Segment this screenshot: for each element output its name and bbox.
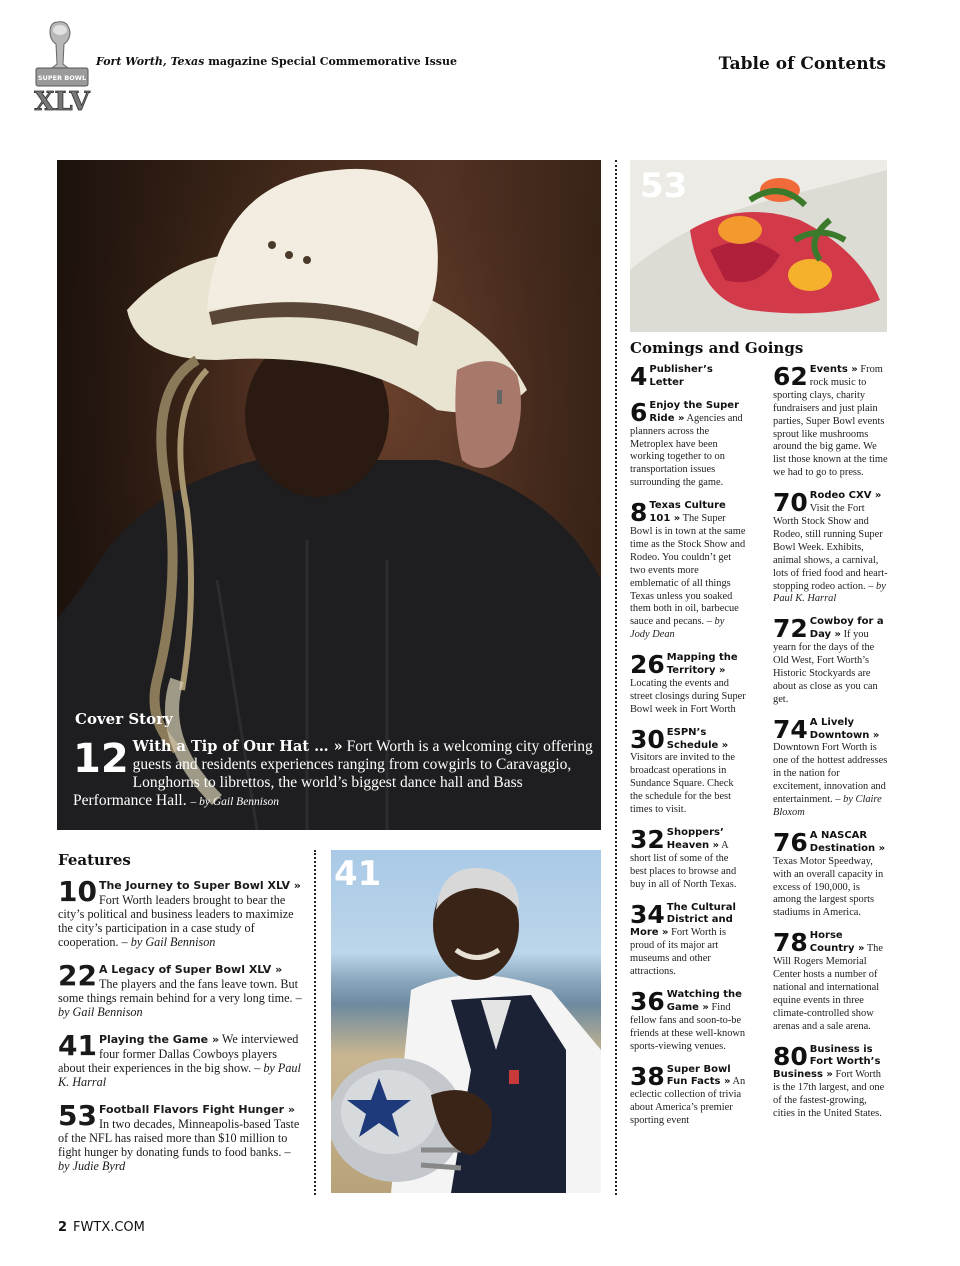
item-title: Publisher’s Letter bbox=[649, 364, 713, 388]
item-page-number: 38 bbox=[630, 1061, 665, 1091]
feature-page-number: 10 bbox=[58, 875, 97, 908]
column-divider bbox=[615, 160, 617, 1195]
item-text: A short list of some of the best places to browse and buy in all of North Texas. bbox=[630, 839, 737, 890]
features-list bbox=[58, 875, 303, 1186]
page-number: 2 bbox=[58, 1220, 68, 1235]
food-photo-page-number: 53 bbox=[640, 166, 688, 206]
item-text: Locating the events and street closings during Super Bowl week in Fort Worth bbox=[630, 677, 746, 715]
item-page-number: 36 bbox=[630, 986, 665, 1016]
page-title: Table of Contents bbox=[718, 54, 886, 74]
item-page-number: 32 bbox=[630, 825, 665, 854]
feature-title: A Legacy of Super Bowl XLV » bbox=[98, 963, 283, 976]
item-title: Cowboy for a Day » bbox=[809, 616, 884, 641]
item-text: If you yearn for the days of the Old West, Fort Worth’s Historic Stockyards are about as close as you can get. bbox=[773, 629, 878, 705]
feature-title: Playing the Game » bbox=[98, 1033, 220, 1046]
item-title: Texas Culture 101 » bbox=[649, 500, 726, 525]
item-text: Visitors are invited to the broadcast operations in Sundance Square. Check the schedule for the best times to visit. bbox=[630, 752, 735, 816]
item-page-number: 6 bbox=[630, 397, 648, 427]
item-page-number: 74 bbox=[773, 714, 808, 744]
item-text: Find fellow fans and soon-to-be friends at these well-known sports-viewing venues. bbox=[630, 1001, 746, 1052]
feature-byline: – by Judie Byrd bbox=[58, 1145, 291, 1173]
feature-item[interactable] bbox=[58, 875, 303, 949]
logo-text-top: SUPER BOWL bbox=[37, 74, 87, 82]
feature-title: Football Flavors Fight Hunger » bbox=[98, 1103, 295, 1116]
item-title: A NASCAR Destination » bbox=[809, 829, 886, 854]
item-title: Business is Fort Worth’s Business » bbox=[773, 1043, 881, 1081]
column-divider bbox=[314, 850, 316, 1195]
feature-byline: – by Gail Bennison bbox=[121, 935, 216, 949]
comings-list-left bbox=[630, 364, 746, 1138]
player-photo-page-number: 41 bbox=[334, 854, 382, 894]
item-page-number: 76 bbox=[773, 827, 808, 857]
item-text: The Super Bowl is in town at the same time as the Stock Show and Rodeo. You couldn’t get two events more emblematic of all things Texas unless you soaked them both in oil, barbecue sauce and pecans. bbox=[630, 513, 746, 628]
tagline-rest: magazine Special Commemorative Issue bbox=[204, 55, 457, 68]
cowboys-player-photo[interactable] bbox=[331, 850, 601, 1193]
comings-item[interactable] bbox=[630, 1061, 746, 1129]
comings-item[interactable] bbox=[630, 364, 746, 390]
comings-item[interactable] bbox=[773, 714, 889, 820]
comings-item[interactable] bbox=[773, 616, 889, 706]
comings-list-right bbox=[773, 364, 889, 1131]
player-with-helmet-illustration bbox=[331, 850, 601, 1193]
item-page-number: 78 bbox=[773, 928, 808, 958]
feature-byline: – by Gail Bennison bbox=[58, 991, 302, 1019]
cover-story-entry[interactable] bbox=[73, 738, 593, 811]
item-title: Shoppers’ Heaven » bbox=[666, 827, 724, 851]
cover-story-byline: – by Gail Bennison bbox=[190, 796, 279, 808]
item-title: Horse Country » bbox=[809, 930, 865, 955]
comings-item[interactable] bbox=[630, 724, 746, 817]
comings-item[interactable] bbox=[630, 986, 746, 1054]
item-page-number: 72 bbox=[773, 614, 808, 644]
comings-item[interactable] bbox=[630, 500, 746, 642]
feature-byline: – by Paul K. Harral bbox=[58, 1061, 301, 1089]
item-text: Visit the Fort Worth Stock Show and Rodeo, still running Super Bowl Week. Exhibits, animal shows, a carnival, lots of fried food and heart-stopping rodeo action. bbox=[773, 503, 888, 592]
item-page-number: 30 bbox=[630, 724, 665, 754]
feature-item[interactable] bbox=[58, 1029, 303, 1089]
comings-item[interactable] bbox=[773, 930, 889, 1033]
feature-text: We interviewed four former Dallas Cowboys players about their experiences in the big show. bbox=[58, 1032, 299, 1075]
item-text: Downtown Fort Worth is one of the hottest addresses in the nation for excitement, innovation and entertainment. bbox=[773, 742, 888, 806]
page-footer bbox=[58, 1220, 145, 1235]
item-text: Agencies and planners across the Metroplex have been working together to on transportation issues surrounding the game. bbox=[630, 412, 743, 489]
tagline-city: Fort Worth, Texas bbox=[96, 55, 205, 68]
comings-item[interactable] bbox=[773, 827, 889, 920]
feature-text: Fort Worth leaders brought to bear the city’s political and business leaders to maximize the city’s participation in a case study of cooperation. bbox=[58, 893, 294, 949]
item-title: A Lively Downtown » bbox=[809, 716, 880, 741]
item-page-number: 70 bbox=[773, 488, 808, 518]
feature-text: In two decades, Minneapolis-based Taste of the NFL has raised more than $10 million to fight hunger by donating funds to food banks. bbox=[58, 1117, 300, 1159]
super-bowl-logo bbox=[24, 18, 100, 120]
feature-page-number: 41 bbox=[58, 1029, 97, 1062]
cover-story-label: Cover Story bbox=[75, 710, 173, 728]
cover-story-photo[interactable] bbox=[57, 160, 601, 830]
feature-page-number: 22 bbox=[58, 959, 97, 992]
cover-story-text: Fort Worth is a welcoming city offering guests and residents experiences ranging from cowgirls to Caravaggio, Longhorns to librettos, the world’s biggest dance hall and Bass Performance Hall. bbox=[73, 738, 593, 809]
comings-item[interactable] bbox=[773, 490, 889, 606]
item-title: The Cultural District and More » bbox=[630, 901, 736, 939]
item-text: Texas Motor Speedway, with an overall capacity in excess of 190,000, is among the largest sports stadiums in America. bbox=[773, 855, 884, 919]
feature-item[interactable] bbox=[58, 959, 303, 1019]
comings-item[interactable] bbox=[630, 827, 746, 892]
item-byline: – by Claire Bloxom bbox=[773, 794, 882, 818]
item-title: Watching the Game » bbox=[666, 988, 742, 1013]
comings-item[interactable] bbox=[773, 1041, 889, 1121]
item-text: Fort Worth is the 17th largest, and one of the fastest-growing, cities in the United States. bbox=[773, 1069, 885, 1120]
item-byline: – by Paul K. Harral bbox=[773, 580, 886, 605]
item-text: An eclectic collection of trivia about America’s premier sporting event bbox=[630, 1076, 746, 1127]
item-byline: – by Jody Dean bbox=[630, 616, 725, 641]
item-text: From rock music to sporting clays, charity fundraisers and just plain parties, Super Bowl events sprout like mushrooms around the big game. We list those known at the time we had to go to press. bbox=[773, 364, 888, 479]
item-text: The Will Rogers Memorial Center hosts a number of national and international equine events in three climate-controlled show arenas and a sale arena. bbox=[773, 943, 883, 1032]
item-title: ESPN’s Schedule » bbox=[666, 726, 729, 751]
item-page-number: 34 bbox=[630, 899, 665, 929]
features-heading: Features bbox=[58, 851, 131, 869]
item-title: Rodeo CXV » bbox=[809, 490, 882, 502]
item-page-number: 26 bbox=[630, 650, 665, 680]
item-page-number: 80 bbox=[773, 1041, 808, 1071]
item-text: Fort Worth is proud of its major art museums and other attractions. bbox=[630, 927, 727, 978]
feature-page-number: 53 bbox=[58, 1099, 97, 1132]
item-title: Enjoy the Super Ride » bbox=[649, 399, 740, 424]
feature-item[interactable] bbox=[58, 1099, 303, 1173]
item-title: Super Bowl Fun Facts » bbox=[666, 1063, 731, 1088]
food-photo[interactable] bbox=[630, 160, 887, 332]
comings-and-goings-heading: Comings and Goings bbox=[630, 339, 804, 357]
comings-item[interactable] bbox=[630, 397, 746, 490]
item-page-number: 8 bbox=[630, 498, 648, 528]
comings-item[interactable] bbox=[630, 652, 746, 717]
item-title: Mapping the Territory » bbox=[666, 652, 738, 677]
comings-item[interactable] bbox=[630, 899, 746, 979]
item-page-number: 62 bbox=[773, 362, 808, 391]
logo-text-bottom: XLV bbox=[34, 87, 90, 117]
cowboy-illustration bbox=[57, 160, 601, 830]
item-title: Events » bbox=[809, 364, 858, 375]
cover-story-page-number: 12 bbox=[73, 736, 129, 782]
item-page-number: 4 bbox=[630, 362, 648, 391]
feature-title: The Journey to Super Bowl XLV » bbox=[98, 879, 301, 892]
comings-item[interactable] bbox=[773, 364, 889, 480]
cover-story-title: With a Tip of Our Hat … » bbox=[132, 738, 343, 755]
magazine-tagline bbox=[96, 55, 457, 68]
feature-text: The players and the fans leave town. But some things remain behind for a very long time. bbox=[58, 977, 298, 1005]
site-link[interactable]: FWTX.COM bbox=[73, 1220, 145, 1235]
